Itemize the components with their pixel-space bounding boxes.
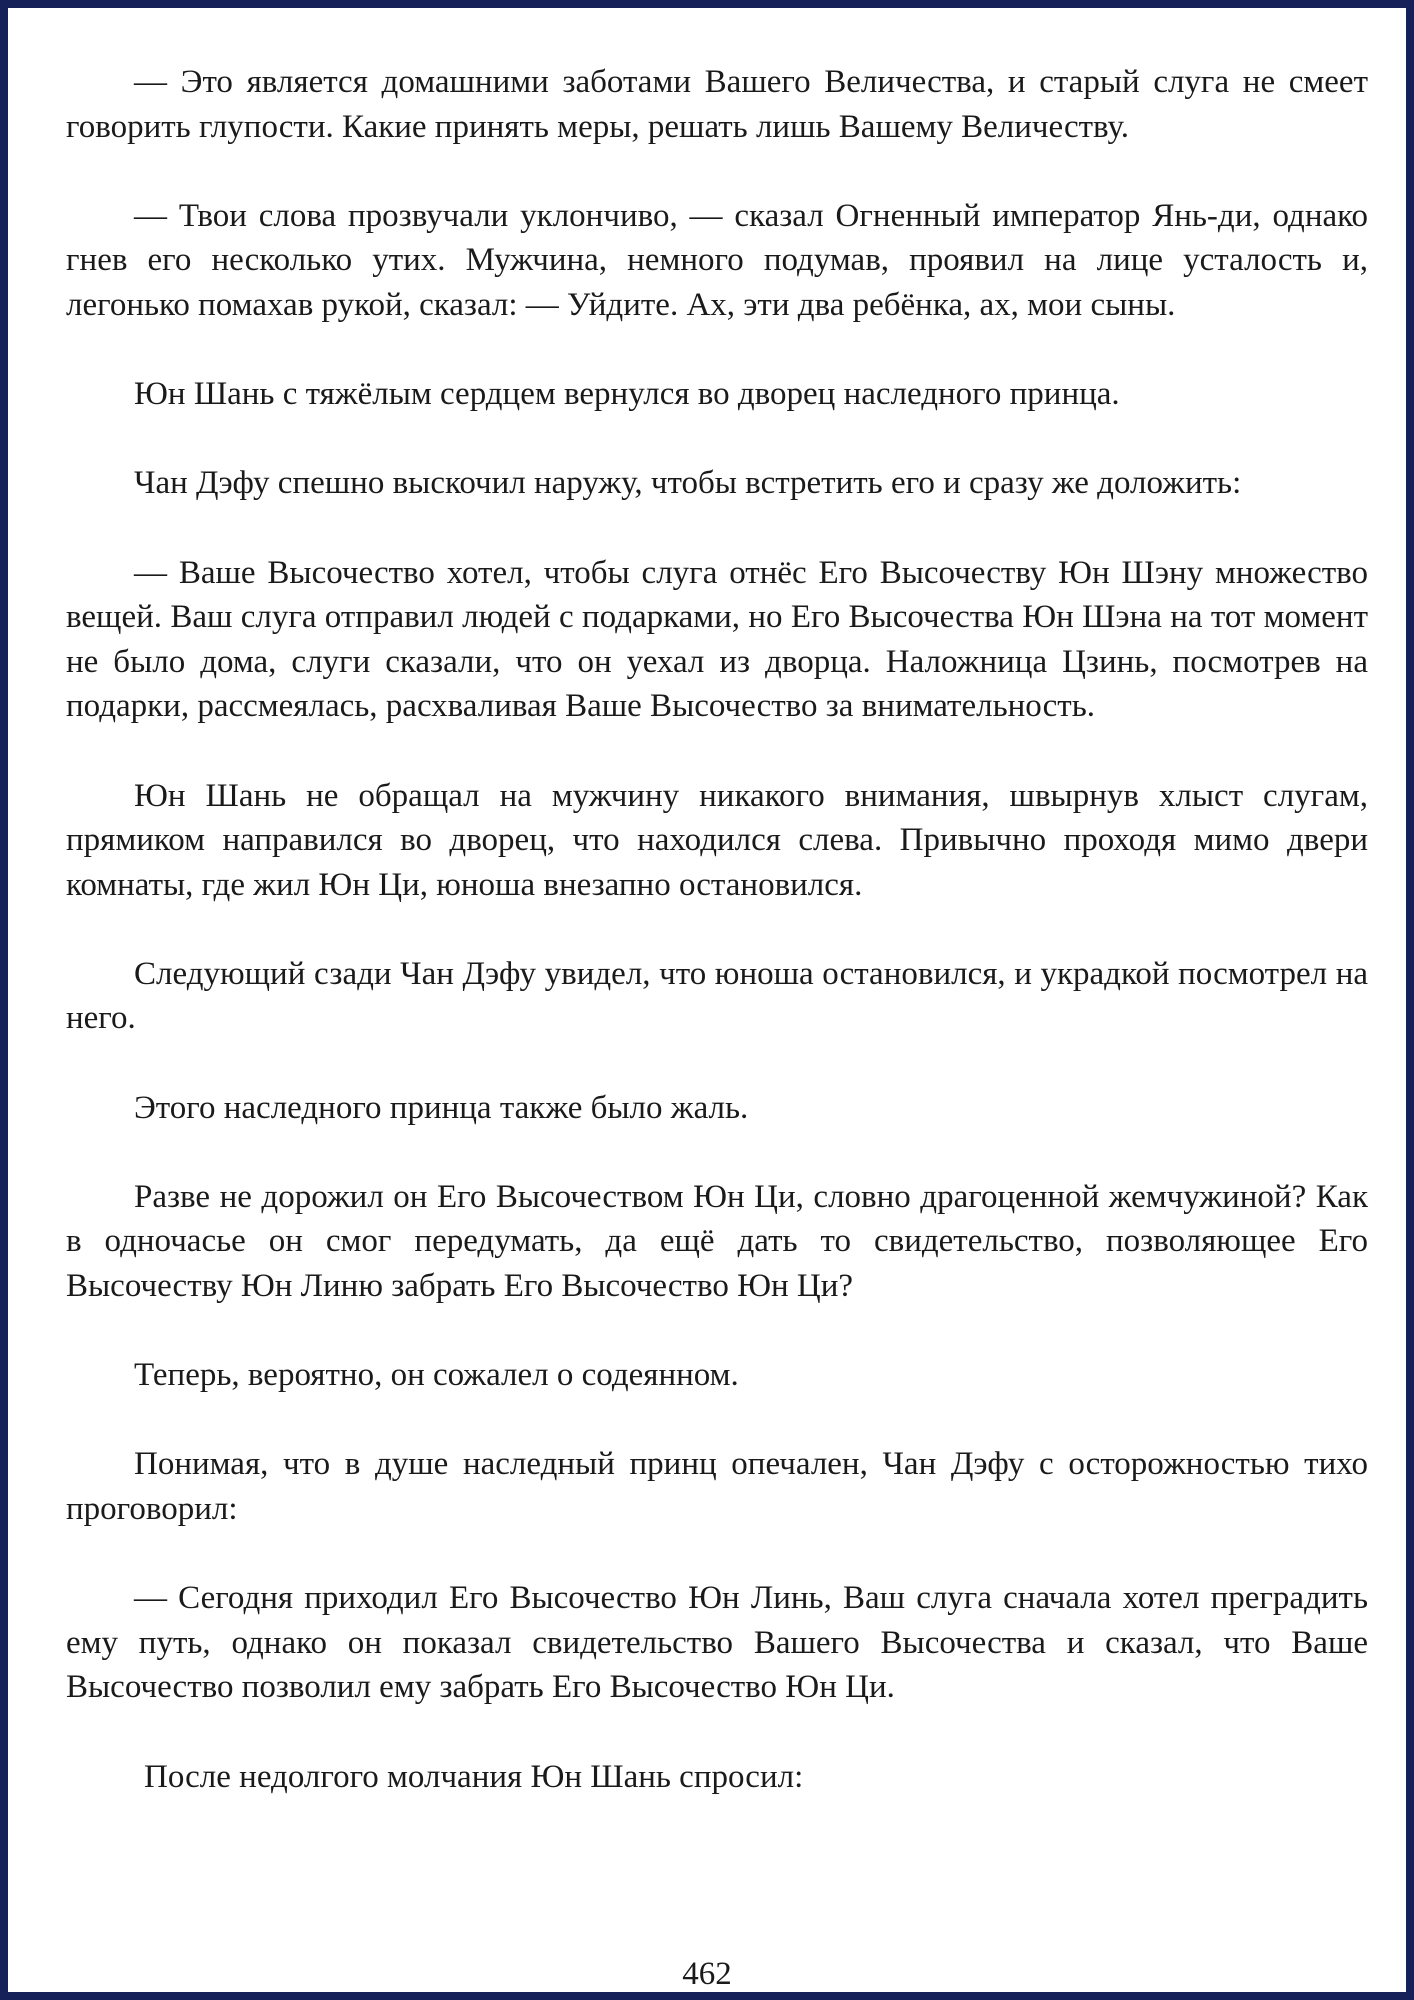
paragraph: — Ваше Высочество хотел, чтобы слуга отнёс Его Высочеству Юн Шэну множество вещей. Ваш слуга отправил людей с подарками, но Его Высочества Юн Шэна на тот момент не было дома, слуги сказали, что он уехал из дворца. Наложница Цзинь, посмотрев на подарки, рассмеялась, расхваливая Ваше Высочество за внимательность. bbox=[66, 554, 1368, 725]
paragraph: Чан Дэфу спешно выскочил наружу, чтобы встретить его и сразу же доложить: bbox=[134, 465, 1242, 502]
paragraph: Следующий сзади Чан Дэфу увидел, что юноша остановился, и украдкой посмотрел на него. bbox=[66, 955, 1368, 1037]
paragraph: После недолгого молчания Юн Шань спросил: bbox=[144, 1758, 804, 1795]
paragraph: Этого наследного принца также было жаль. bbox=[134, 1089, 749, 1126]
paragraph: Юн Шань не обращал на мужчину никакого внимания, швырнув хлыст слугам, прямиком направился во дворец, что находился слева. Привычно проходя мимо двери комнаты, где жил Юн Ци, юноша внезапно остановился. bbox=[66, 777, 1368, 903]
paragraph: — Сегодня приходил Его Высочество Юн Линь, Ваш слуга сначала хотел преградить ему путь, однако он показал свидетельство Вашего Высочества и сказал, что Ваше Высочество позволил ему забрать Его Высочество Юн Ци. bbox=[66, 1580, 1368, 1706]
paragraph: Теперь, вероятно, он сожалел о содеянном. bbox=[134, 1357, 739, 1394]
paragraph: Понимая, что в душе наследный принц опечален, Чан Дэфу с осторожностью тихо проговорил: bbox=[66, 1446, 1368, 1527]
page-number: 462 bbox=[682, 1956, 732, 1992]
paragraph: Разве не дорожил он Его Высочеством Юн Ци, словно драгоценной жемчужиной? Как в одночасье он смог передумать, да ещё дать то свидетельство, позволяющее Его Высочеству Юн Линю забрать Его Высочество Юн Ци? bbox=[66, 1178, 1368, 1305]
paragraph: — Это является домашними заботами Вашего Величества, и старый слуга не смеет говорить глупости. Какие принять меры, решать лишь Вашему Величеству. bbox=[66, 64, 1368, 145]
paragraph: Юн Шань с тяжёлым сердцем вернулся во дворец наследного принца. bbox=[134, 376, 1120, 413]
paragraph: — Твои слова прозвучали уклончиво, — сказал Огненный император Янь-ди, однако гнев его несколько утих. Мужчина, немного подумав, проявил на лице усталость и, легонько помахав рукой, сказал: — Уйдите. Ах, эти два ребёнка, ах, мои сыны. bbox=[66, 197, 1368, 323]
body-text bbox=[66, 60, 1368, 1799]
